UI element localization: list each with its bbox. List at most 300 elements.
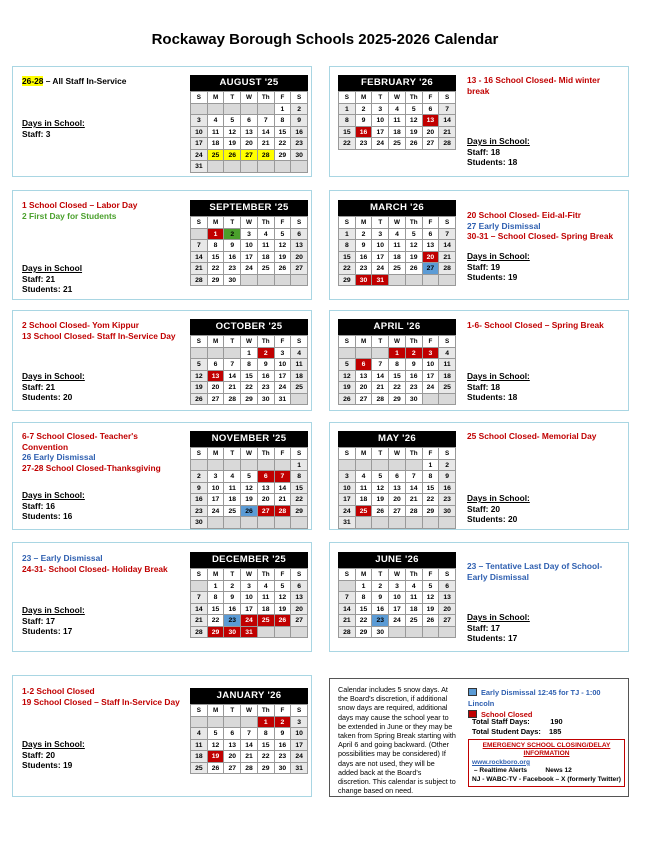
empty-cell xyxy=(241,161,258,173)
day-cell: 25 xyxy=(439,382,456,394)
day-cell: 26 xyxy=(241,506,258,518)
day-cell: 28 xyxy=(439,263,456,275)
day-cell: 6 xyxy=(224,728,241,740)
empty-cell xyxy=(241,460,258,472)
days-heading: Days in School: xyxy=(22,118,85,128)
day-cell: 4 xyxy=(389,104,406,116)
day-cell: 14 xyxy=(439,240,456,252)
day-cell: 5 xyxy=(241,471,258,483)
day-cell: 18 xyxy=(439,371,456,383)
empty-cell xyxy=(372,460,389,472)
day-cell: 4 xyxy=(291,348,308,360)
legend-closed-label: School Closed xyxy=(481,710,533,719)
day-cell: 22 xyxy=(339,263,356,275)
day-cell: 12 xyxy=(224,127,241,139)
empty-cell xyxy=(224,104,241,116)
day-cell: 23 xyxy=(372,615,389,627)
weekday-header: S xyxy=(439,336,456,348)
day-cell: 2 xyxy=(191,471,208,483)
empty-cell xyxy=(258,161,275,173)
day-cell: 29 xyxy=(423,506,440,518)
weekday-header: F xyxy=(275,92,292,104)
day-cell: 25 xyxy=(224,506,241,518)
weekday-header: F xyxy=(423,569,440,581)
day-cell: 5 xyxy=(224,115,241,127)
student-days: Students: 16 xyxy=(22,511,73,521)
day-cell: 2 xyxy=(356,104,373,116)
day-cell: 8 xyxy=(339,240,356,252)
september-days xyxy=(22,263,82,295)
september-notes xyxy=(22,200,137,221)
calendar-november xyxy=(190,431,308,529)
weekday-header: S xyxy=(339,448,356,460)
note-early: 23 – Early Dismissal xyxy=(22,553,103,563)
april-note: 1-6- School Closed – Spring Break xyxy=(467,320,604,330)
may-days xyxy=(467,493,530,525)
day-cell: 29 xyxy=(208,627,225,639)
november-notes xyxy=(22,431,182,473)
weekday-header: W xyxy=(389,448,406,460)
day-cell: 26 xyxy=(406,138,423,150)
calendar-august xyxy=(190,75,308,173)
day-cell: 3 xyxy=(241,581,258,593)
weekday-header: S xyxy=(439,217,456,229)
day-cell: 5 xyxy=(191,359,208,371)
day-cell: 2 xyxy=(372,581,389,593)
day-cell: 6 xyxy=(423,104,440,116)
day-cell: 27 xyxy=(423,263,440,275)
weekday-header: T xyxy=(372,569,389,581)
day-cell: 24 xyxy=(372,138,389,150)
empty-cell xyxy=(389,517,406,529)
day-cell: 20 xyxy=(356,382,373,394)
day-cell: 23 xyxy=(191,506,208,518)
march-panel xyxy=(329,190,629,300)
day-cell: 19 xyxy=(406,127,423,139)
day-cell: 26 xyxy=(191,394,208,406)
november-panel xyxy=(12,422,312,530)
calendar-march xyxy=(338,200,456,286)
day-cell: 16 xyxy=(439,483,456,495)
day-cell: 21 xyxy=(439,252,456,264)
student-days: Students: 17 xyxy=(22,626,73,636)
weekday-header: F xyxy=(275,217,292,229)
empty-cell xyxy=(275,161,292,173)
empty-cell xyxy=(291,394,308,406)
day-cell: 26 xyxy=(208,763,225,775)
student-days: Students: 19 xyxy=(22,760,73,770)
january-notes xyxy=(22,686,187,707)
day-cell: 12 xyxy=(275,592,292,604)
weekday-header: M xyxy=(208,448,225,460)
day-cell: 10 xyxy=(389,592,406,604)
day-cell: 29 xyxy=(241,394,258,406)
day-cell: 11 xyxy=(258,592,275,604)
day-cell: 6 xyxy=(208,359,225,371)
weekday-header: Th xyxy=(406,336,423,348)
staff-days: Staff: 20 xyxy=(467,503,501,514)
day-cell: 28 xyxy=(224,394,241,406)
day-cell: 28 xyxy=(339,627,356,639)
day-cell: 15 xyxy=(275,127,292,139)
day-cell: 5 xyxy=(406,104,423,116)
weekday-header: Th xyxy=(406,569,423,581)
day-cell: 1 xyxy=(291,460,308,472)
december-panel xyxy=(12,542,312,652)
day-cell: 6 xyxy=(389,471,406,483)
student-days: Students: 18 xyxy=(467,392,518,402)
weekday-header: W xyxy=(241,569,258,581)
emergency-sources: – Realtime Alerts News 12 xyxy=(472,767,572,775)
days-heading: Days in School: xyxy=(467,612,530,622)
weekday-header: F xyxy=(275,705,292,717)
student-days: Students: 21 xyxy=(22,284,73,294)
day-cell: 18 xyxy=(406,604,423,616)
day-cell: 29 xyxy=(208,275,225,287)
day-cell: 8 xyxy=(258,728,275,740)
day-cell: 9 xyxy=(224,592,241,604)
calendar-may xyxy=(338,431,456,529)
day-cell: 18 xyxy=(191,751,208,763)
day-cell: 9 xyxy=(275,728,292,740)
day-cell: 27 xyxy=(258,506,275,518)
weekday-header: T xyxy=(224,336,241,348)
month-grid xyxy=(338,216,456,286)
day-cell: 9 xyxy=(372,592,389,604)
month-header: MARCH '26 xyxy=(338,200,456,216)
note-holiday: 24-31- School Closed- Holiday Break xyxy=(22,563,168,574)
weekday-header: Th xyxy=(258,448,275,460)
weekday-header: T xyxy=(372,217,389,229)
day-cell: 20 xyxy=(258,494,275,506)
day-cell: 26 xyxy=(275,615,292,627)
day-cell: 13 xyxy=(423,240,440,252)
day-cell: 17 xyxy=(339,494,356,506)
note-spring: 30-31 – School Closed- Spring Break xyxy=(467,231,614,241)
day-cell: 24 xyxy=(275,382,292,394)
day-cell: 20 xyxy=(439,604,456,616)
day-cell: 6 xyxy=(291,581,308,593)
day-cell: 4 xyxy=(258,229,275,241)
empty-cell xyxy=(275,460,292,472)
day-cell: 22 xyxy=(241,382,258,394)
day-cell: 4 xyxy=(208,115,225,127)
weekday-header: S xyxy=(439,92,456,104)
month-grid xyxy=(190,216,308,286)
month-header: DECEMBER '25 xyxy=(190,552,308,568)
month-header: JUNE '26 xyxy=(338,552,456,568)
empty-cell xyxy=(258,104,275,116)
day-cell: 27 xyxy=(291,615,308,627)
empty-cell xyxy=(258,517,275,529)
day-cell: 8 xyxy=(241,359,258,371)
day-cell: 13 xyxy=(291,240,308,252)
day-cell: 23 xyxy=(275,751,292,763)
empty-cell xyxy=(224,460,241,472)
day-cell: 12 xyxy=(372,483,389,495)
weekday-header: T xyxy=(372,92,389,104)
day-cell: 13 xyxy=(423,115,440,127)
totals xyxy=(472,717,563,737)
weekday-header: W xyxy=(241,336,258,348)
day-cell: 15 xyxy=(208,252,225,264)
day-cell: 9 xyxy=(224,240,241,252)
day-cell: 23 xyxy=(356,138,373,150)
day-cell: 1 xyxy=(258,717,275,729)
day-cell: 7 xyxy=(339,592,356,604)
day-cell: 20 xyxy=(224,751,241,763)
day-cell: 31 xyxy=(241,627,258,639)
empty-cell xyxy=(208,161,225,173)
inservice-label: – All Staff In-Service xyxy=(43,76,127,86)
empty-cell xyxy=(291,627,308,639)
day-cell: 8 xyxy=(208,592,225,604)
day-cell: 17 xyxy=(372,252,389,264)
staff-days: Staff: 18 xyxy=(467,381,501,392)
weekday-header: Th xyxy=(258,217,275,229)
empty-cell xyxy=(339,581,356,593)
weekday-header: Th xyxy=(258,92,275,104)
empty-cell xyxy=(241,104,258,116)
day-cell: 30 xyxy=(372,627,389,639)
empty-cell xyxy=(423,394,440,406)
empty-cell xyxy=(372,348,389,360)
day-cell: 21 xyxy=(439,127,456,139)
may-note: 25 School Closed- Memorial Day xyxy=(467,431,597,441)
day-cell: 8 xyxy=(275,115,292,127)
october-panel xyxy=(12,310,312,411)
march-days xyxy=(467,251,530,283)
day-cell: 17 xyxy=(275,371,292,383)
weekday-header: M xyxy=(208,336,225,348)
day-cell: 15 xyxy=(291,483,308,495)
day-cell: 30 xyxy=(191,517,208,529)
calendar-february xyxy=(338,75,456,150)
weekday-header: Th xyxy=(258,336,275,348)
weekday-header: W xyxy=(241,92,258,104)
days-heading: Days in School: xyxy=(22,371,85,381)
day-cell: 30 xyxy=(224,275,241,287)
staff-days: Staff: 21 xyxy=(22,381,56,392)
total-student-days: Total Student Days: 185 xyxy=(472,727,562,736)
weekday-header: M xyxy=(208,217,225,229)
empty-cell xyxy=(356,517,373,529)
day-cell: 13 xyxy=(208,371,225,383)
day-cell: 24 xyxy=(339,506,356,518)
day-cell: 20 xyxy=(291,252,308,264)
weekday-header: W xyxy=(241,217,258,229)
day-cell: 21 xyxy=(224,382,241,394)
day-cell: 22 xyxy=(208,615,225,627)
day-cell: 22 xyxy=(423,494,440,506)
day-cell: 10 xyxy=(372,115,389,127)
snow-day-note: Calendar includes 5 snow days. At the Board's discretion, if additional snow days are required, additional days may cause the school year to be extended in June or they may be taken from Spring Break starting with April 6 and going backward. (Other possibilities may be considered) If days are not used, they will be added back at the Board's discretion. This calendar is subject to change based on need. xyxy=(338,685,456,796)
day-cell: 7 xyxy=(224,359,241,371)
day-cell: 3 xyxy=(275,348,292,360)
day-cell: 10 xyxy=(191,127,208,139)
day-cell: 31 xyxy=(191,161,208,173)
day-cell: 16 xyxy=(356,252,373,264)
day-cell: 12 xyxy=(191,371,208,383)
staff-days: Staff: 17 xyxy=(22,615,56,626)
weekday-header: W xyxy=(389,336,406,348)
empty-cell xyxy=(439,627,456,639)
june-panel xyxy=(329,542,629,652)
empty-cell xyxy=(406,627,423,639)
day-cell: 26 xyxy=(224,150,241,162)
weekday-header: S xyxy=(339,336,356,348)
empty-cell xyxy=(406,275,423,287)
day-cell: 28 xyxy=(275,506,292,518)
empty-cell xyxy=(208,348,225,360)
day-cell: 31 xyxy=(339,517,356,529)
august-notes xyxy=(22,76,126,87)
day-cell: 13 xyxy=(389,483,406,495)
weekday-header: S xyxy=(191,569,208,581)
day-cell: 10 xyxy=(372,240,389,252)
day-cell: 27 xyxy=(439,615,456,627)
day-cell: 9 xyxy=(291,115,308,127)
website-link[interactable]: www.rockboro.org xyxy=(472,758,531,766)
month-header: APRIL '26 xyxy=(338,319,456,335)
month-header: MAY '26 xyxy=(338,431,456,447)
weekday-header: S xyxy=(339,569,356,581)
weekday-header: T xyxy=(224,448,241,460)
weekday-header: S xyxy=(291,569,308,581)
day-cell: 27 xyxy=(291,263,308,275)
student-days: Students: 19 xyxy=(467,272,518,282)
days-heading: Days in School xyxy=(22,263,83,273)
day-cell: 26 xyxy=(339,394,356,406)
weekday-header: M xyxy=(208,569,225,581)
day-cell: 2 xyxy=(224,229,241,241)
day-cell: 15 xyxy=(356,604,373,616)
note-eid: 20 School Closed- Eid-al-Fitr xyxy=(467,210,582,220)
day-cell: 14 xyxy=(439,115,456,127)
weekday-header: S xyxy=(191,705,208,717)
day-cell: 11 xyxy=(258,240,275,252)
day-cell: 27 xyxy=(224,763,241,775)
day-cell: 14 xyxy=(241,740,258,752)
day-cell: 3 xyxy=(372,229,389,241)
weekday-header: F xyxy=(275,569,292,581)
day-cell: 27 xyxy=(241,150,258,162)
day-cell: 25 xyxy=(291,382,308,394)
day-cell: 11 xyxy=(291,359,308,371)
day-cell: 14 xyxy=(372,371,389,383)
month-grid xyxy=(190,704,308,774)
empty-cell xyxy=(241,275,258,287)
june-days xyxy=(467,612,530,644)
day-cell: 3 xyxy=(339,471,356,483)
note-early: 26 Early Dismissal xyxy=(22,452,96,462)
day-cell: 16 xyxy=(356,127,373,139)
day-cell: 29 xyxy=(291,506,308,518)
day-cell: 6 xyxy=(423,229,440,241)
day-cell: 12 xyxy=(406,240,423,252)
weekday-header: W xyxy=(389,92,406,104)
empty-cell xyxy=(423,275,440,287)
weekday-header: S xyxy=(291,336,308,348)
day-cell: 4 xyxy=(191,728,208,740)
day-cell: 7 xyxy=(258,115,275,127)
empty-cell xyxy=(423,517,440,529)
february-note: 13 - 16 School Closed- Mid winter break xyxy=(467,75,601,96)
month-header: SEPTEMBER '25 xyxy=(190,200,308,216)
day-cell: 27 xyxy=(423,138,440,150)
day-cell: 26 xyxy=(406,263,423,275)
day-cell: 10 xyxy=(241,592,258,604)
empty-cell xyxy=(339,460,356,472)
weekday-header: F xyxy=(423,336,440,348)
day-cell: 3 xyxy=(389,581,406,593)
day-cell: 4 xyxy=(356,471,373,483)
empty-cell xyxy=(241,717,258,729)
day-cell: 15 xyxy=(423,483,440,495)
day-cell: 4 xyxy=(224,471,241,483)
weekday-header: F xyxy=(423,448,440,460)
empty-cell xyxy=(406,460,423,472)
day-cell: 17 xyxy=(389,604,406,616)
day-cell: 18 xyxy=(258,604,275,616)
weekday-header: W xyxy=(389,569,406,581)
day-cell: 5 xyxy=(406,229,423,241)
day-cell: 24 xyxy=(423,382,440,394)
june-note: 23 – Tentative Last Day of School- Early Dismissal xyxy=(467,561,603,582)
day-cell: 6 xyxy=(258,471,275,483)
day-cell: 25 xyxy=(356,506,373,518)
day-cell: 19 xyxy=(191,382,208,394)
note-thanksgiving: 27-28 School Closed-Thanksgiving xyxy=(22,462,161,473)
day-cell: 11 xyxy=(389,115,406,127)
empty-cell xyxy=(258,627,275,639)
day-cell: 17 xyxy=(241,604,258,616)
day-cell: 22 xyxy=(389,382,406,394)
day-cell: 12 xyxy=(406,115,423,127)
day-cell: 21 xyxy=(191,615,208,627)
empty-cell xyxy=(372,517,389,529)
month-grid xyxy=(190,335,308,405)
empty-cell xyxy=(291,161,308,173)
legend xyxy=(468,687,628,720)
day-cell: 25 xyxy=(258,615,275,627)
october-notes xyxy=(22,320,182,341)
day-cell: 19 xyxy=(241,494,258,506)
weekday-header: M xyxy=(356,569,373,581)
month-header: NOVEMBER '25 xyxy=(190,431,308,447)
day-cell: 20 xyxy=(389,494,406,506)
day-cell: 5 xyxy=(423,581,440,593)
day-cell: 28 xyxy=(372,394,389,406)
day-cell: 8 xyxy=(423,471,440,483)
note-yom-kippur: 2 School Closed- Yom Kippur xyxy=(22,320,139,330)
empty-cell xyxy=(356,348,373,360)
note-inservice: 13 School Closed- Staff In-Service Day xyxy=(22,330,176,341)
staff-days: Staff: 19 xyxy=(467,261,501,272)
day-cell: 15 xyxy=(258,740,275,752)
day-cell: 10 xyxy=(208,483,225,495)
day-cell: 24 xyxy=(191,150,208,162)
day-cell: 14 xyxy=(191,604,208,616)
day-cell: 7 xyxy=(439,229,456,241)
weekday-header: Th xyxy=(258,569,275,581)
day-cell: 20 xyxy=(423,127,440,139)
calendar-january xyxy=(190,688,308,774)
day-cell: 14 xyxy=(275,483,292,495)
month-grid xyxy=(190,568,308,638)
day-cell: 18 xyxy=(356,494,373,506)
december-days xyxy=(22,605,85,637)
